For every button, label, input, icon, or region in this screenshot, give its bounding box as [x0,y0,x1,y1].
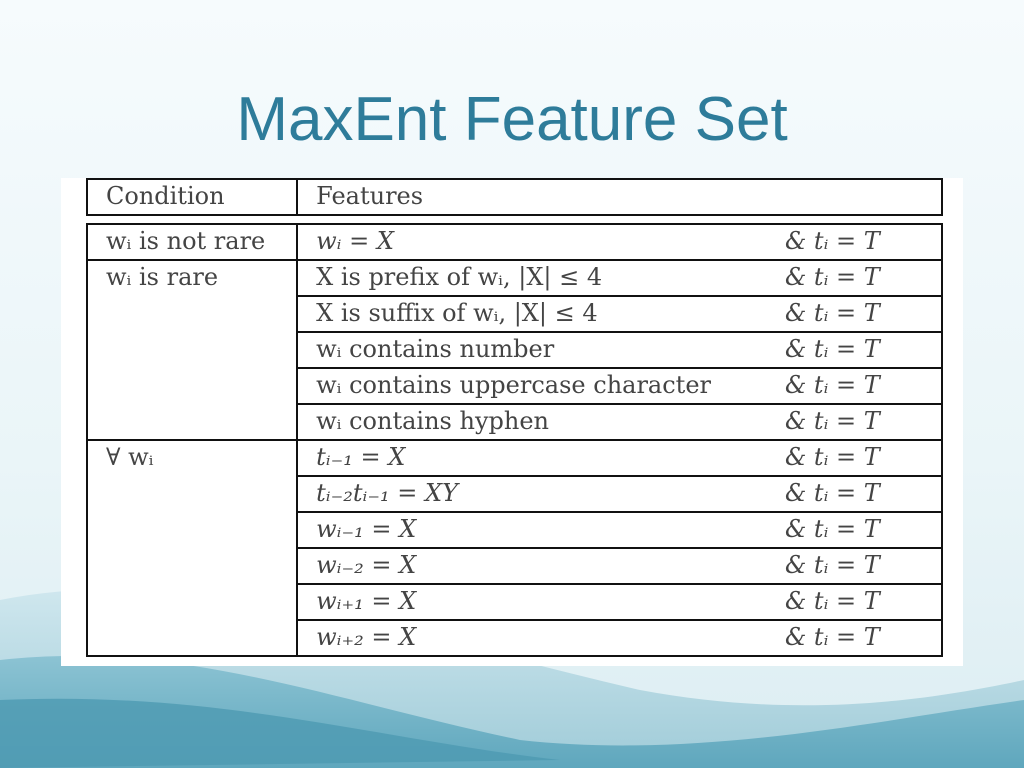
tag-cell: & tᵢ = T [785,620,942,656]
table-body [86,223,943,657]
feature-cell: wᵢ contains hyphen [297,404,785,440]
feature-cell: wᵢ contains uppercase character [297,368,785,404]
tag-cell: & tᵢ = T [785,548,942,584]
feature-cell: tᵢ₋₂tᵢ₋₁ = XY [297,476,785,512]
slide-title: MaxEnt Feature Set [236,85,788,154]
tag-cell: & tᵢ = T [785,440,942,476]
tag-cell: & tᵢ = T [785,404,942,440]
table-row [87,224,942,260]
header-condition: Condition [87,179,297,215]
feature-cell: wᵢ = X [297,224,785,260]
condition-cell: ∀ wᵢ [87,440,297,656]
table-row [87,260,942,296]
feature-cell: X is prefix of wᵢ, |X| ≤ 4 [297,260,785,296]
table-row [87,440,942,476]
feature-cell: X is suffix of wᵢ, |X| ≤ 4 [297,296,785,332]
feature-cell: wᵢ₊₂ = X [297,620,785,656]
tag-cell: & tᵢ = T [785,368,942,404]
feature-cell: wᵢ₋₂ = X [297,548,785,584]
table-header [86,178,943,216]
header-features: Features [297,179,785,215]
tag-cell: & tᵢ = T [785,296,942,332]
condition-cell: wᵢ is not rare [87,224,297,260]
tag-cell: & tᵢ = T [785,584,942,620]
feature-cell: wᵢ₊₁ = X [297,584,785,620]
feature-table [61,178,963,666]
feature-cell: wᵢ contains number [297,332,785,368]
feature-cell: tᵢ₋₁ = X [297,440,785,476]
tag-cell: & tᵢ = T [785,260,942,296]
feature-cell: wᵢ₋₁ = X [297,512,785,548]
tag-cell: & tᵢ = T [785,512,942,548]
condition-cell: wᵢ is rare [87,260,297,440]
tag-cell: & tᵢ = T [785,332,942,368]
tag-cell: & tᵢ = T [785,476,942,512]
tag-cell: & tᵢ = T [785,224,942,260]
